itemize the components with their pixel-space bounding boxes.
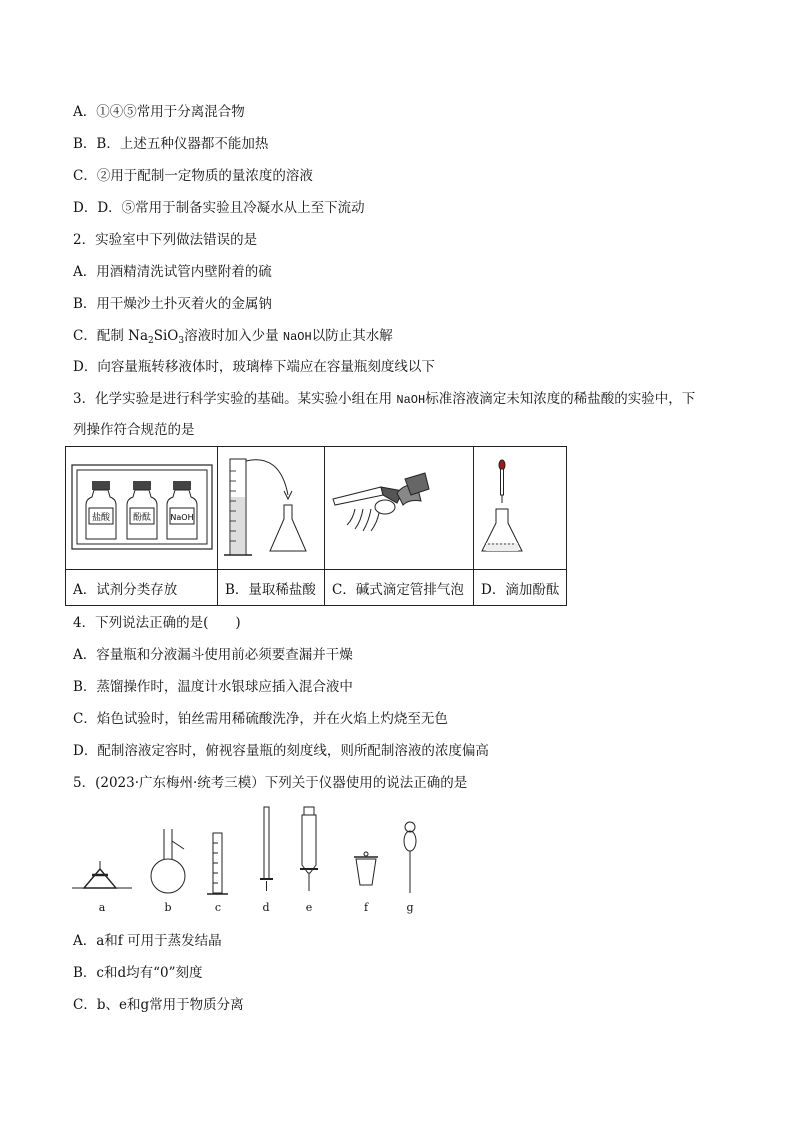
apparatus-f-crucible xyxy=(354,852,378,885)
apparatus-label-e: e xyxy=(305,901,313,914)
graduated-cylinder-pour-illustration xyxy=(218,447,324,565)
q3-options-table xyxy=(65,446,567,606)
apparatus-label-c: c xyxy=(214,901,222,914)
formula-sio: SiO xyxy=(153,328,179,344)
apparatus-d-burette xyxy=(260,807,273,891)
apparatus-label-f: f xyxy=(363,901,369,914)
burette-bubble-removal-illustration xyxy=(325,447,473,565)
q3-caption-b: B．量取稀盐酸 xyxy=(218,570,325,606)
q3-stem-line1: 3．化学实验是进行科学实验的基础。某实验小组在用 NaOH标准溶液滴定未知浓度的稀盐酸的实验中，下 xyxy=(73,391,696,407)
q5-option-a: A．a和f 可用于蒸发结晶 xyxy=(73,933,222,949)
q4-stem: 4．下列说法正确的是( ) xyxy=(73,615,241,631)
q2-option-c: C．配制 $Na_2SiO_3$溶液时加入少量 NaOH以防止其水解 xyxy=(73,328,393,346)
q3-stem-line2: 列操作符合规范的是 xyxy=(73,422,195,438)
q3-image-c xyxy=(325,447,474,570)
q2-stem: 2．实验室中下列做法错误的是 xyxy=(73,232,258,248)
q3-image-b xyxy=(218,447,325,570)
q1-option-d: D．D．⑤常用于制备实验且冷凝水从上至下流动 xyxy=(73,200,365,216)
apparatus-g-dropping-funnel xyxy=(404,822,416,893)
bottle-3-label: NaOH xyxy=(170,513,194,522)
q3-image-d xyxy=(474,447,567,570)
bottle-2-label: 酚酞 xyxy=(132,513,152,523)
q3-caption-d: D．滴加酚酞 xyxy=(474,570,567,606)
apparatus-e-funnel xyxy=(300,807,318,891)
q1-option-b: B．B．上述五种仪器都不能加热 xyxy=(73,136,269,152)
bottle-1 xyxy=(86,481,116,539)
apparatus-b-flask xyxy=(151,829,185,893)
apparatus-c-cylinder xyxy=(207,833,228,894)
q4-option-d: D．配制溶液定容时，俯视容量瓶的刻度线，则所配制溶液的浓度偏高 xyxy=(73,743,489,759)
q3-caption-c: C．碱式滴定管排气泡 xyxy=(325,570,474,606)
apparatus-label-a: a xyxy=(98,901,106,914)
dropper-flask-illustration xyxy=(474,447,566,565)
q3-image-a xyxy=(66,447,218,570)
apparatus-a-triangle xyxy=(72,861,132,888)
apparatus-label-b: b xyxy=(164,901,172,914)
q5-option-c: C．b、e和g常用于物质分离 xyxy=(73,997,244,1013)
q4-option-c: C．焰色试验时，铂丝需用稀硫酸洗净，并在火焰上灼烧至无色 xyxy=(73,711,448,727)
reagent-shelf-illustration xyxy=(66,447,217,565)
apparatus-label-g: g xyxy=(406,901,414,914)
q4-option-b: B．蒸馏操作时，温度计水银球应插入混合液中 xyxy=(73,679,353,695)
bottle-1-label: 盐酸 xyxy=(91,513,111,523)
q2-option-d: D．向容量瓶转移液体时，玻璃棒下端应在容量瓶刻度线以下 xyxy=(73,359,435,375)
apparatus-illustration xyxy=(70,805,430,920)
formula-na: Na xyxy=(128,328,148,344)
q5-option-b: B．c和d均有“0”刻度 xyxy=(73,965,203,981)
q2-option-a: A．用酒精清洗试管内壁附着的硫 xyxy=(73,264,272,280)
q5-stem: 5．(2023·广东梅州·统考三模）下列关于仪器使用的说法正确的是 xyxy=(73,775,468,791)
q4-option-a: A．容量瓶和分液漏斗使用前必须要查漏并干燥 xyxy=(73,647,353,663)
bottle-2 xyxy=(127,481,157,539)
apparatus-label-d: d xyxy=(262,901,270,914)
bottle-3 xyxy=(167,481,197,539)
q1-option-a: A．①④⑤常用于分离混合物 xyxy=(73,104,245,120)
q2-option-b: B．用干燥沙土扑灭着火的金属钠 xyxy=(73,296,272,312)
q1-option-c: C．②用于配制一定物质的量浓度的溶液 xyxy=(73,168,313,184)
q3-caption-a: A．试剂分类存放 xyxy=(66,570,218,606)
